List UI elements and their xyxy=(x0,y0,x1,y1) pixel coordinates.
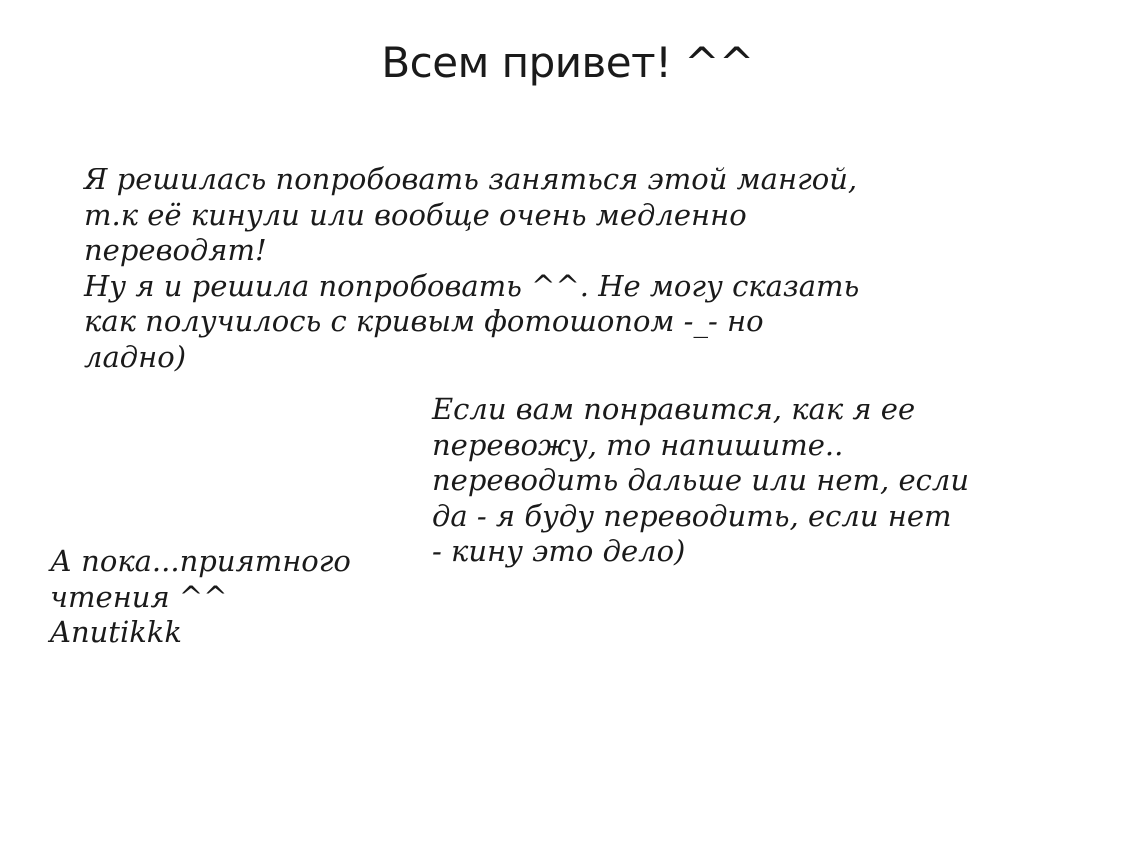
signoff-line: А пока...приятного xyxy=(50,544,351,578)
intro-line: Я решилась попробовать заняться этой мангой, xyxy=(84,162,858,196)
page-title: Всем привет! ^^ xyxy=(381,38,754,87)
intro-line: т.к её кинули или вообще очень медленно xyxy=(84,197,747,232)
feedback-request-paragraph xyxy=(432,392,969,570)
request-line: да - я буду переводить, если нет xyxy=(432,498,952,533)
request-line: - кину это дело) xyxy=(432,534,686,568)
request-line: переводить дальше или нет, если xyxy=(432,463,970,497)
intro-line: как получилось с кривым фотошопом -_- но xyxy=(84,304,764,338)
intro-line: переводят! xyxy=(84,233,267,267)
request-line: Если вам понравится, как я ее xyxy=(432,392,916,426)
intro-paragraph xyxy=(84,162,859,375)
request-line: перевожу, то напишите.. xyxy=(432,427,844,462)
intro-line: ладно) xyxy=(84,339,187,374)
signoff-paragraph xyxy=(50,544,351,651)
intro-line: Ну я и решила попробовать ^^. Не могу сказать xyxy=(84,268,860,303)
signoff-line: чтения ^^ xyxy=(50,579,228,614)
signature: Anutikkk xyxy=(50,615,182,649)
